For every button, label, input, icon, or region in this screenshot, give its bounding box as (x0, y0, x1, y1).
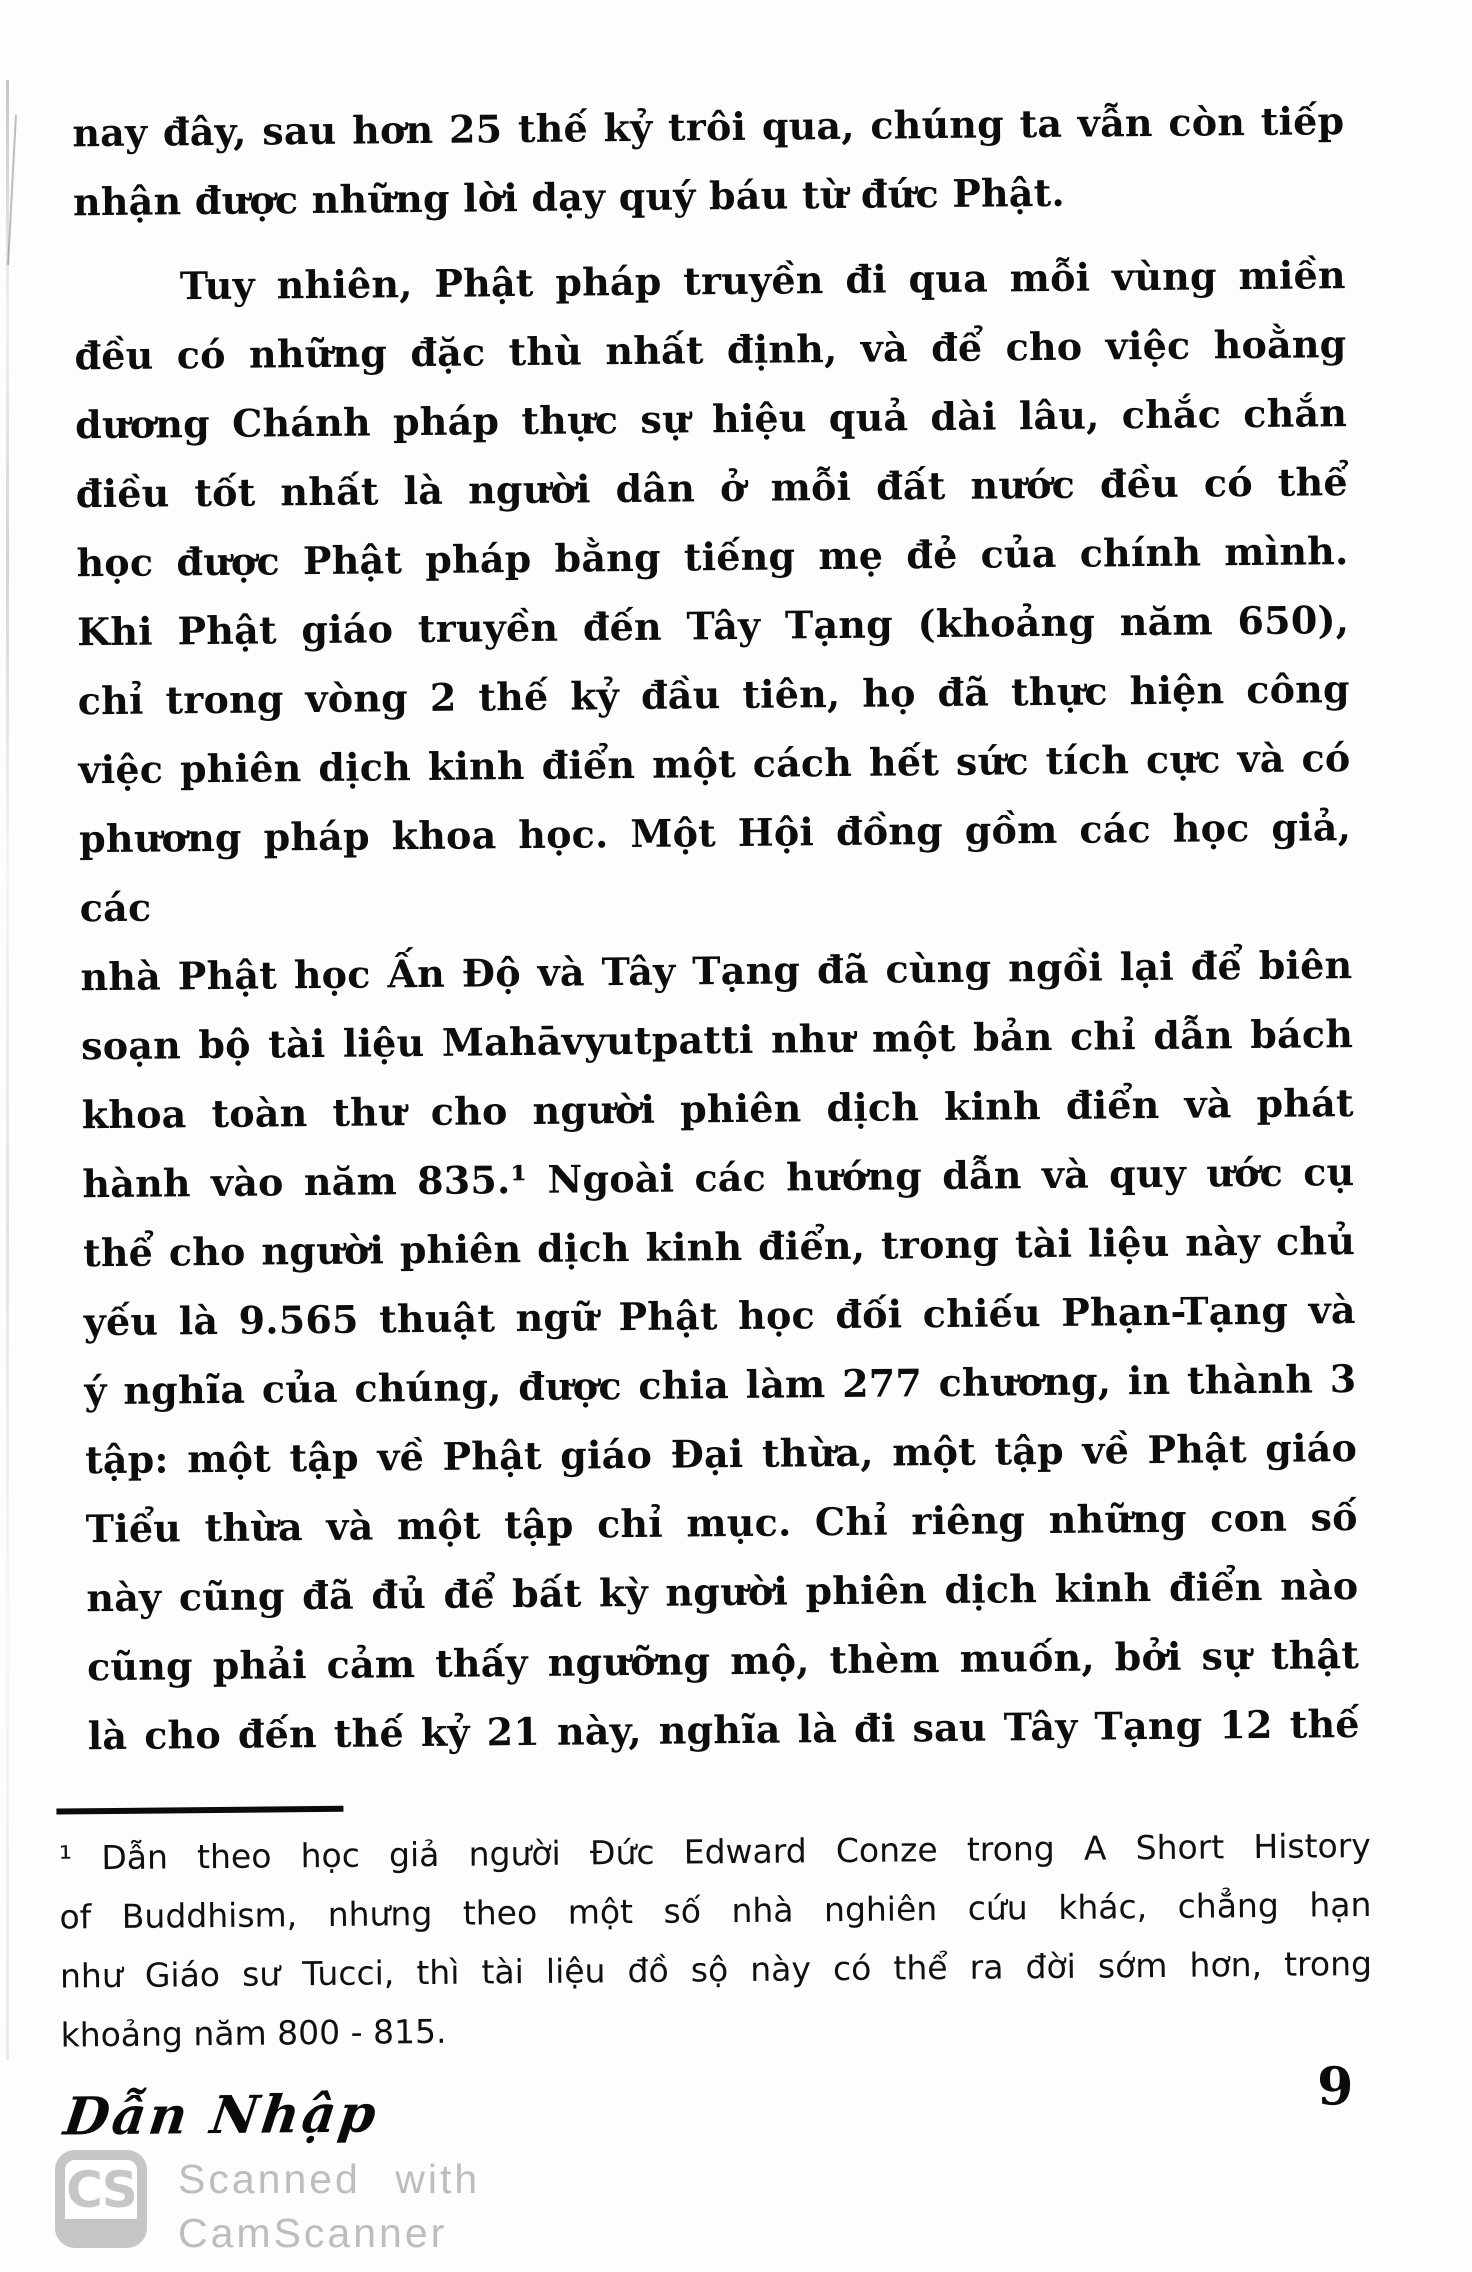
text-line: như Giáo sư Tucci, thì tài liệu đồ sộ này có thể ra đời sớm hơn, trong (59, 1943, 1373, 1996)
paragraph (73, 240, 1360, 1770)
text-line: việc phiên dịch kinh điển một cách hết sức tích cực và có (78, 735, 1351, 793)
text-line: cũng phải cảm thấy ngưỡng mộ, thèm muốn, bởi sự thật (86, 1632, 1360, 1690)
text-line: Tuy nhiên, Phật pháp truyền đi qua mỗi vùng miền (179, 252, 1346, 309)
text-line: đều có những đặc thù nhất định, và để cho việc hoằng (74, 321, 1347, 379)
footnote (59, 1816, 1373, 2065)
text-line: nhận được những lời dạy quý báu từ đức Phật. (72, 169, 1066, 225)
text-line: nay đây, sau hơn 25 thế kỷ trôi qua, chúng ta vẫn còn tiếp (72, 98, 1345, 156)
text-line: học được Phật pháp bằng tiếng mẹ đẻ của chính mình. (76, 528, 1349, 586)
watermark-text-line: Scanned with (178, 2156, 481, 2202)
paragraph-continued (72, 86, 1345, 236)
text-line: khoa toàn thư cho người phiên dịch kinh điển và phát (81, 1080, 1354, 1138)
text-line: điều tốt nhất là người dân ở mỗi đất nước đều có thể (75, 459, 1348, 517)
text-line: nhà Phật học Ấn Độ và Tây Tạng đã cùng ngồi lại để biên (80, 942, 1353, 1000)
chapter-footer-title: Dẫn Nhập (60, 2083, 383, 2148)
text-line: soạn bộ tài liệu Mahāvyutpatti như một bản chỉ dẫn bách (80, 1011, 1354, 1069)
text-line: Khi Phật giáo truyền đến Tây Tạng (khoảng năm 650), (76, 597, 1350, 655)
text-line: này cũng đã đủ để bất kỳ người phiên dịch kinh điển nào (86, 1563, 1359, 1621)
footnote-divider (56, 1806, 343, 1815)
text-line: khoảng năm 800 - 815. (60, 2011, 447, 2055)
text-line: tập: một tập về Phật giáo Đại thừa, một tập về Phật giáo (84, 1425, 1358, 1483)
camscanner-logo-label: CS (66, 2161, 136, 2219)
text-line: thể cho người phiên dịch kinh điển, trong tài liệu này chủ (82, 1218, 1356, 1276)
text-line: of Buddhism, nhưng theo một số nhà nghiên cứu khác, chẳng hạn (59, 1884, 1372, 1937)
page-number: 9 (1316, 2056, 1354, 2118)
text-line: chỉ trong vòng 2 thế kỷ đầu tiên, họ đã thực hiện công (77, 666, 1350, 724)
text-line: ý nghĩa của chúng, được chia làm 277 chương, in thành 3 (84, 1356, 1357, 1414)
text-line: yếu là 9.565 thuật ngữ Phật học đối chiếu Phạn-Tạng và (83, 1287, 1356, 1345)
text-line: Tiểu thừa và một tập chỉ mục. Chỉ riêng những con số (85, 1494, 1358, 1552)
text-line: ¹ Dẫn theo học giả người Đức Edward Conze trong A Short History (58, 1825, 1372, 1878)
text-line: là cho đến thế kỷ 21 này, nghĩa là đi sau Tây Tạng 12 thế (87, 1701, 1360, 1759)
text-line: hành vào năm 835.¹ Ngoài các hướng dẫn và quy ước cụ (82, 1149, 1355, 1207)
text-line: dương Chánh pháp thực sự hiệu quả dài lâu, chắc chắn (74, 390, 1348, 448)
body-text (72, 86, 1360, 1770)
text-line: phương pháp khoa học. Một Hội đồng gồm các học giả, các (78, 804, 1352, 931)
watermark-text-line: CamScanner (178, 2210, 448, 2256)
